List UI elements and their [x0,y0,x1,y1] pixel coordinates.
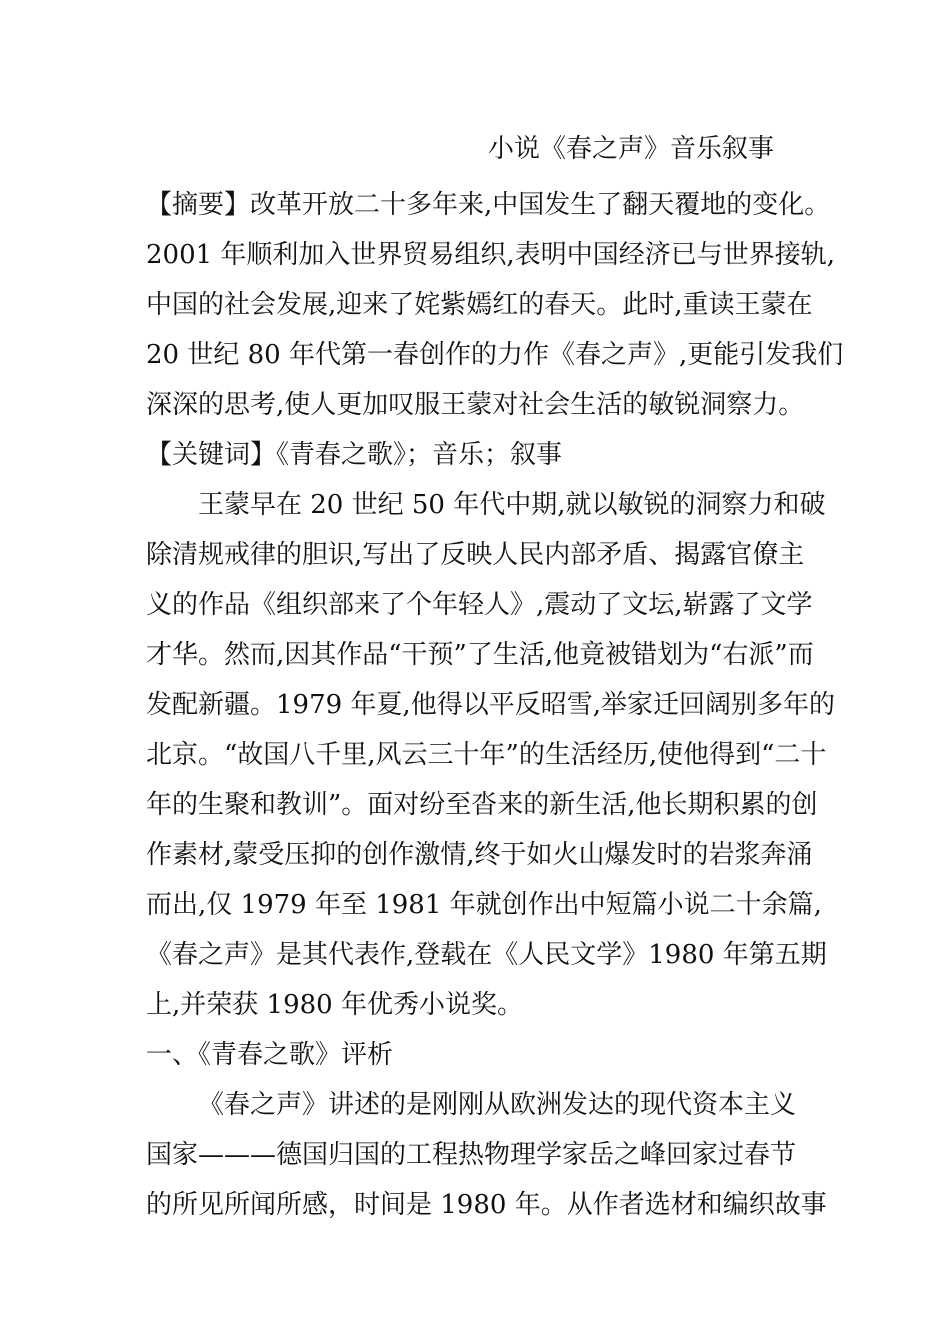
paragraph-line: 王蒙早在 20 世纪 50 年代中期,就以敏锐的洞察力和破 [198,490,826,520]
paragraph-line: 才华。然而,因其作品“干预”了生活,他竟被错划为“右派”而 [146,640,814,670]
document-body [146,180,846,1230]
paragraph-line: 的所见所闻所感，时间是 1980 年。从作者选材和编织故事 [146,1190,827,1220]
paragraph-line: 而出,仅 1979 年至 1981 年就创作出中短篇小说二十余篇, [146,890,822,920]
paragraph-line: 上,并荣获 1980 年优秀小说奖。 [146,990,523,1020]
paragraph-line: 作素材,蒙受压抑的创作激情,终于如火山爆发时的岩浆奔涌 [146,840,813,870]
paragraph-line: 国家———德国归国的工程热物理学家岳之峰回家过春节 [146,1140,797,1170]
abstract-line: 中国的社会发展,迎来了姹紫嫣红的春天。此时,重读王蒙在 [146,290,813,320]
paragraph-line: 《春之声》是其代表作,登载在《人民文学》1980 年第五期 [146,940,827,970]
paragraph-line: 除清规戒律的胆识,写出了反映人民内部矛盾、揭露官僚主 [146,540,805,570]
abstract-line: 20 世纪 80 年代第一春创作的力作《春之声》,更能引发我们 [146,340,844,370]
paragraph-line: 北京。“故国八千里,风云三十年”的生活经历,使他得到“二十 [146,740,827,770]
paragraph-line: 义的作品《组织部来了个年轻人》,震动了文坛,崭露了文学 [146,590,813,620]
paragraph-line: 年的生聚和教训”。面对纷至沓来的新生活,他长期积累的创 [146,790,818,820]
abstract-line: 深深的思考,使人更加叹服王蒙对社会生活的敏锐洞察力。 [146,390,805,420]
section-heading: 一、《青春之歌》评析 [146,1040,394,1070]
keywords-line: 【关键词】《青春之歌》；音乐；叙事 [146,440,563,470]
abstract-line: 2001 年顺利加入世界贸易组织,表明中国经济已与世界接轨, [146,240,835,270]
paragraph-line: 《春之声》讲述的是刚刚从欧洲发达的现代资本主义 [198,1090,797,1120]
paragraph-line: 发配新疆。1979 年夏,他得以平反昭雪,举家迁回阔别多年的 [146,690,835,720]
document-title: 小说《春之声》音乐叙事 [488,134,775,164]
abstract-line: 【摘要】改革开放二十多年来,中国发生了翻天覆地的变化。 [146,190,831,220]
